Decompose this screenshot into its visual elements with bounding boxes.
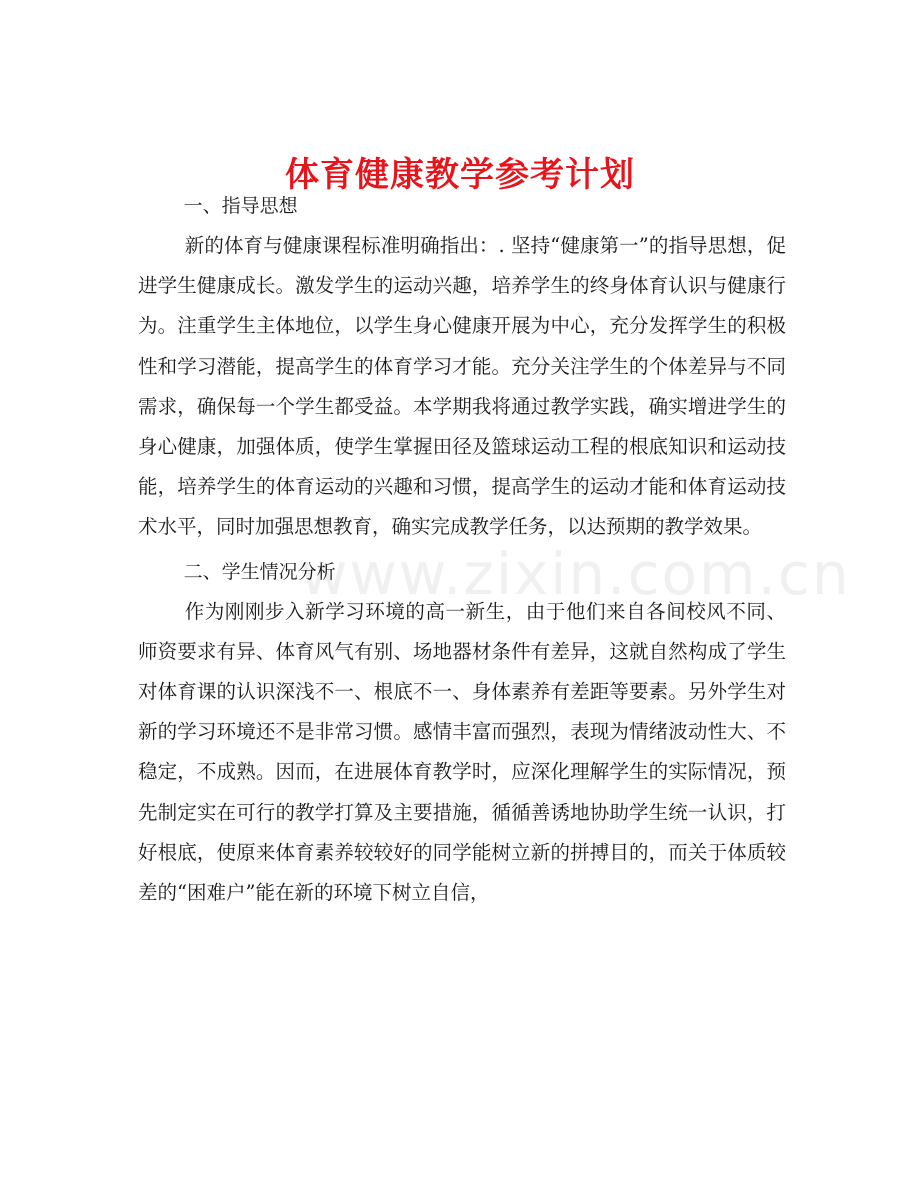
- section-paragraph-student-analysis: 作为刚刚步入新学习环境的高一新生，由于他们来自各间校风不同、师资要求有异、体育风气有别、场地器材条件有差异，这就自然构成了学生对体育课的认识深浅不一、根底不一、身体素养有差距等要素。另外学生对新的学习环境还不是非常习惯。感情丰富而强烈，表现为情绪波动性大、不稳定，不成熟。因而，在进展体育教学时，应深化理解学生的实际情况，预先制定实在可行的教学打算及主要措施，循循善诱地协助学生统一认识，打好根底，使原来体育素养较较好的同学能树立新的拼搏目的，而关于体质较差的“困难户”能在新的环境下树立自信，: [138, 599, 786, 905]
- document-body: [138, 186, 786, 913]
- page-title: 体育健康教学参考计划: [285, 154, 635, 195]
- section-heading-student-analysis: 二、学生情况分析: [183, 560, 336, 583]
- section-paragraph-guiding-ideology: 新的体育与健康课程标准明确指出：. 坚持“健康第一”的指导思想，促进学生健康成长。激发学生的运动兴趣，培养学生的终身体育认识与健康行为。注重学生主体地位，以学生身心健康开展为中心，充分发挥学生的积极性和学习潜能，提高学生的体育学习才能。充分关注学生的个体差异与不同需求，确保每一个学生都受益。本学期我将通过教学实践，确实增进学生的身心健康，加强体质，使学生掌握田径及篮球运动工程的根底知识和运动技能，培养学生的体育运动的兴趣和习惯，提高学生的运动才能和体育运动技术水平，同时加强思想教育，确实完成教学任务，以达预期的教学效果。: [138, 234, 786, 539]
- watermark-text: www.zixin.com.cn: [300, 540, 851, 608]
- section-heading-guiding-ideology: 一、指导思想: [183, 195, 298, 217]
